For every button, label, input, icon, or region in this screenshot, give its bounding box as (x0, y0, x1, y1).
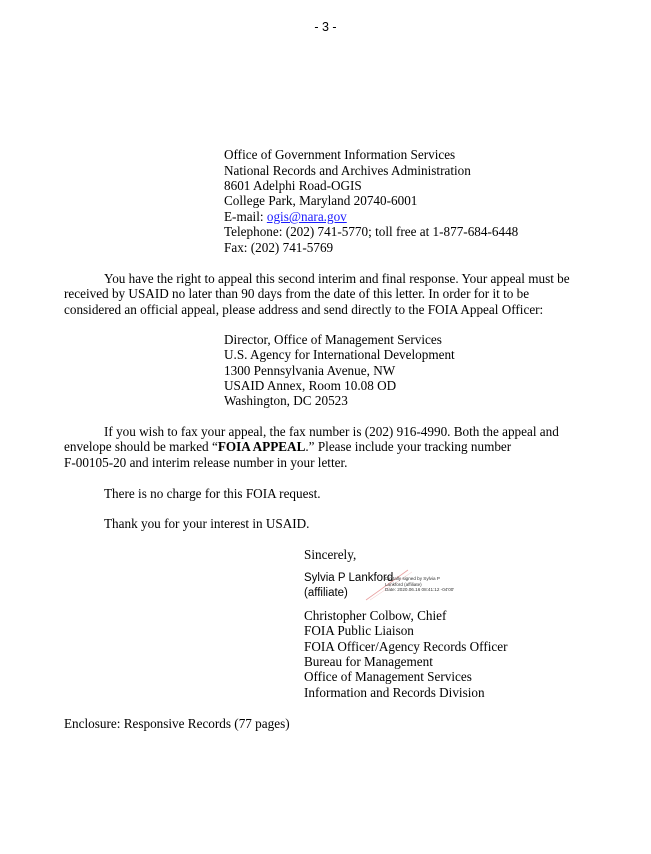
signer-name-line: Sylvia P Lankford (304, 572, 394, 584)
signer-name (304, 571, 393, 601)
paragraph-line: If you wish to fax your appeal, the fax number is (202) 916-4990. Both the appeal and (104, 424, 559, 439)
paragraph-line: considered an official appeal, please address and send directly to the FOIA Appeal Officer: (64, 302, 544, 317)
signature-detail-line: Digitally signed by Sylvia P (385, 576, 440, 581)
signatory-name: Christopher Colbow, Chief (304, 608, 447, 623)
signature-details (385, 576, 454, 593)
paragraph-line: F-00105-20 and interim release number in your letter. (64, 455, 348, 470)
page-number: - 3 - (314, 20, 337, 34)
foia-appeal-emphasis: FOIA APPEAL (217, 439, 306, 454)
signatory-title: FOIA Public Liaison (304, 623, 414, 638)
no-charge-statement: There is no charge for this FOIA request. (104, 486, 321, 501)
ogis-address-line: College Park, Maryland 20740-6001 (224, 193, 418, 208)
text-run: envelope should be marked “ (64, 439, 218, 454)
signatory-title: Information and Records Division (304, 685, 485, 700)
ogis-address-line: National Records and Archives Administration (224, 163, 471, 178)
signatory-title: FOIA Officer/Agency Records Officer (304, 639, 508, 654)
text-run: .” Please include your tracking number (305, 439, 512, 454)
paragraph-line: You have the right to appeal this second interim and final response. Your appeal must be (104, 271, 570, 286)
paragraph-line (64, 439, 511, 455)
ogis-address-line: Office of Government Information Services (224, 147, 456, 162)
enclosure-note: Enclosure: Responsive Records (77 pages) (64, 716, 290, 731)
usaid-address-line: USAID Annex, Room 10.08 OD (224, 378, 397, 393)
signatory-title: Office of Management Services (304, 669, 472, 684)
signer-affiliation: (affiliate) (304, 587, 348, 599)
usaid-address-line: 1300 Pennsylvania Avenue, NW (224, 363, 396, 378)
paragraph-line: received by USAID no later than 90 days from the date of this letter. In order for it to be (64, 286, 530, 301)
ogis-telephone: Telephone: (202) 741-5770; toll free at 1-877-684-6448 (224, 224, 519, 239)
email-link[interactable]: ogis@nara.gov (266, 209, 347, 224)
ogis-email-line (224, 209, 347, 225)
signature-detail-line: Lankford (affiliate) (385, 581, 422, 587)
usaid-address-line: U.S. Agency for International Development (224, 347, 455, 362)
usaid-address-line: Director, Office of Management Services (224, 332, 442, 347)
email-label: E-mail: (224, 209, 267, 224)
signature-date: Date: 2020.06.16 08:41:12 -04'00' (385, 587, 455, 593)
closing: Sincerely, (304, 547, 357, 562)
ogis-fax: Fax: (202) 741-5769 (224, 240, 334, 255)
usaid-address-line: Washington, DC 20523 (224, 393, 348, 408)
ogis-address-line: 8601 Adelphi Road-OGIS (224, 178, 362, 193)
signatory-title: Bureau for Management (304, 654, 433, 669)
thank-you-statement: Thank you for your interest in USAID. (104, 516, 310, 531)
